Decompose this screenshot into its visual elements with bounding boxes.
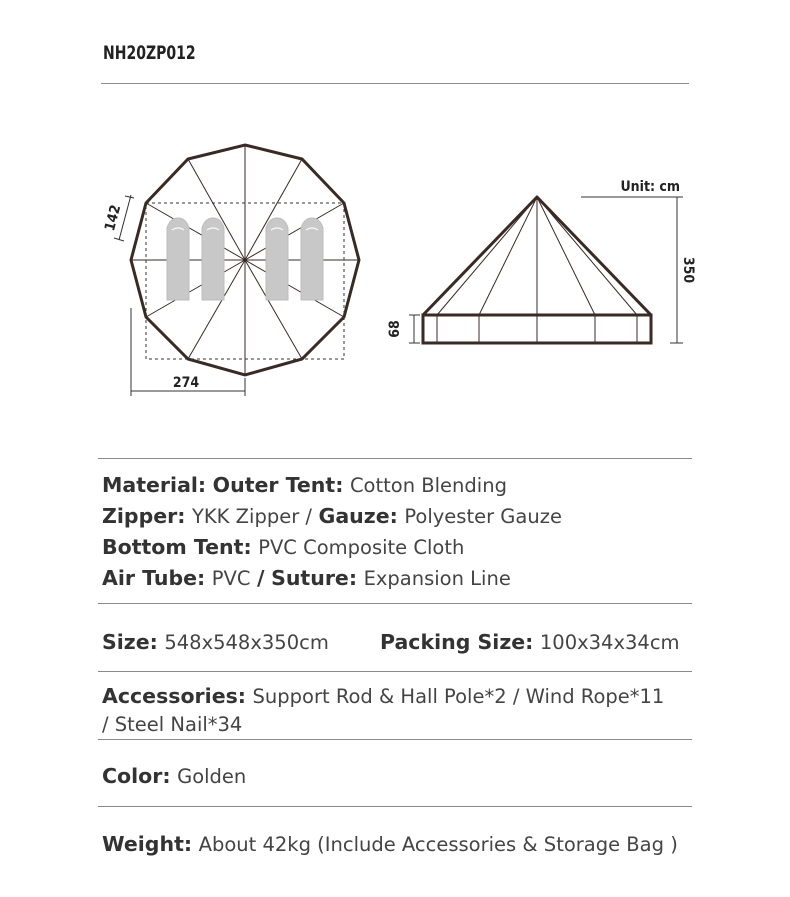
sleeping-bag <box>202 218 224 300</box>
length-dimension-label: 274 <box>172 375 200 391</box>
spec-material: Material: Outer Tent: Cotton Blending <box>102 473 507 497</box>
roof-seams <box>131 145 359 375</box>
wall-height-dimension <box>409 315 420 343</box>
side-view <box>387 179 696 343</box>
divider <box>98 806 692 807</box>
spec-air-tube: Air Tube: PVC / Suture: Expansion Line <box>102 566 511 590</box>
sleeping-bag <box>301 218 323 300</box>
top-view <box>102 145 359 396</box>
spec-accessories-cont: / Steel Nail*34 <box>102 713 243 736</box>
spec-size: Size: 548x548x350cm <box>102 630 329 654</box>
spec-zipper: Zipper: YKK Zipper / Gauze: Polyester Gauze <box>102 504 562 528</box>
spec-color: Color: Golden <box>102 764 247 788</box>
height-dimension <box>581 197 683 343</box>
sleeping-bag <box>266 218 288 300</box>
wall-height-dimension-label: 68 <box>387 320 403 338</box>
divider <box>98 739 692 740</box>
spec-accessories: Accessories: Support Rod & Hall Pole*2 / Wind Rope*11 <box>102 684 665 708</box>
height-dimension-label: 350 <box>680 256 696 284</box>
spec-bottom-tent: Bottom Tent: PVC Composite Cloth <box>102 535 465 559</box>
divider <box>98 671 692 672</box>
unit-label: Unit: cm <box>620 179 680 195</box>
spec-weight: Weight: About 42kg (Include Accessories & Storage Bag ) <box>102 832 678 856</box>
model-code: NH20ZP012 <box>103 42 196 64</box>
width-dimension-label: 142 <box>102 203 125 233</box>
sleeping-bag <box>167 218 189 300</box>
divider <box>98 458 692 459</box>
spec-packing-size: Packing Size: 100x34x34cm <box>380 630 680 654</box>
divider <box>98 603 692 604</box>
